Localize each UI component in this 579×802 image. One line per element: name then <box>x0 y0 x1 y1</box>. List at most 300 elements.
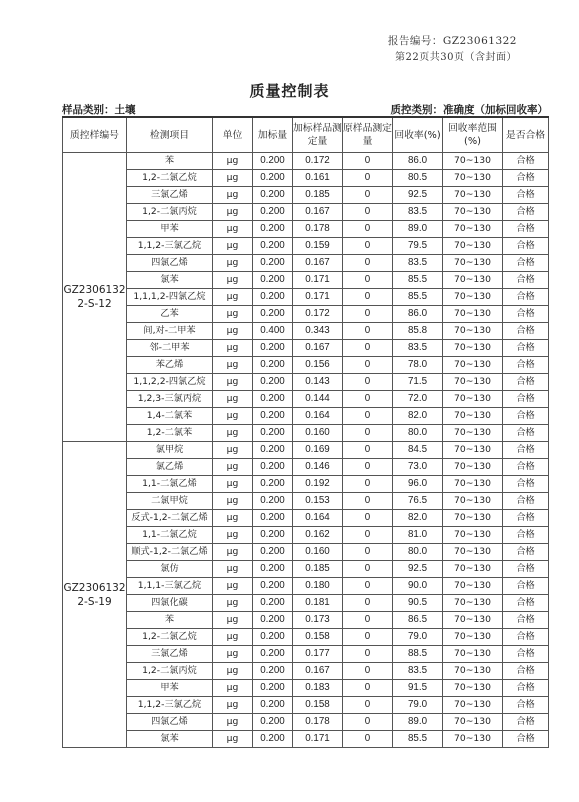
table-row <box>63 629 549 646</box>
recovery-cell: 89.0 <box>393 714 443 731</box>
recovery-cell: 90.0 <box>393 578 443 595</box>
pass-cell: 合格 <box>503 544 549 561</box>
pass-cell: 合格 <box>503 578 549 595</box>
original-result-cell: 0 <box>343 425 393 442</box>
test-item-cell: 三氯乙烯 <box>127 646 213 663</box>
test-item-cell: 顺式-1,2-二氯乙烯 <box>127 544 213 561</box>
recovery-range-cell: 70~130 <box>443 289 503 306</box>
recovery-cell: 88.5 <box>393 646 443 663</box>
spiked-result-cell: 0.156 <box>293 357 343 374</box>
original-result-cell: 0 <box>343 357 393 374</box>
original-result-cell: 0 <box>343 680 393 697</box>
recovery-range-cell: 70~130 <box>443 510 503 527</box>
pass-cell: 合格 <box>503 170 549 187</box>
spiked-result-cell: 0.158 <box>293 629 343 646</box>
table-row <box>63 153 549 170</box>
test-item-cell: 四氯乙烯 <box>127 255 213 272</box>
pass-cell: 合格 <box>503 221 549 238</box>
pass-cell: 合格 <box>503 374 549 391</box>
pass-cell: 合格 <box>503 459 549 476</box>
recovery-range-cell: 70~130 <box>443 663 503 680</box>
spiked-result-cell: 0.158 <box>293 697 343 714</box>
col-header-spiked-result: 加标样品测定量 <box>293 117 343 153</box>
table-row <box>63 391 549 408</box>
pass-cell: 合格 <box>503 714 549 731</box>
original-result-cell: 0 <box>343 459 393 476</box>
recovery-range-cell: 70~130 <box>443 595 503 612</box>
unit-cell: μg <box>213 153 253 170</box>
original-result-cell: 0 <box>343 187 393 204</box>
original-result-cell: 0 <box>343 221 393 238</box>
table-row <box>63 527 549 544</box>
spiked-result-cell: 0.167 <box>293 663 343 680</box>
spike-amount-cell: 0.400 <box>253 323 293 340</box>
test-item-cell: 三氯乙烯 <box>127 187 213 204</box>
recovery-range-cell: 70~130 <box>443 680 503 697</box>
spiked-result-cell: 0.181 <box>293 595 343 612</box>
recovery-cell: 78.0 <box>393 357 443 374</box>
recovery-cell: 83.5 <box>393 255 443 272</box>
unit-cell: μg <box>213 459 253 476</box>
recovery-range-cell: 70~130 <box>443 204 503 221</box>
spiked-result-cell: 0.167 <box>293 204 343 221</box>
unit-cell: μg <box>213 510 253 527</box>
unit-cell: μg <box>213 561 253 578</box>
table-row <box>63 697 549 714</box>
spike-amount-cell: 0.200 <box>253 204 293 221</box>
test-item-cell: 氯甲烷 <box>127 442 213 459</box>
unit-cell: μg <box>213 255 253 272</box>
spike-amount-cell: 0.200 <box>253 170 293 187</box>
test-item-cell: 1,2-二氯苯 <box>127 425 213 442</box>
recovery-cell: 86.5 <box>393 612 443 629</box>
recovery-range-cell: 70~130 <box>443 153 503 170</box>
table-row <box>63 272 549 289</box>
pass-cell: 合格 <box>503 629 549 646</box>
test-item-cell: 苯 <box>127 612 213 629</box>
original-result-cell: 0 <box>343 714 393 731</box>
pass-cell: 合格 <box>503 561 549 578</box>
unit-cell: μg <box>213 238 253 255</box>
table-row <box>63 459 549 476</box>
recovery-cell: 80.0 <box>393 425 443 442</box>
pass-cell: 合格 <box>503 663 549 680</box>
spike-amount-cell: 0.200 <box>253 391 293 408</box>
test-item-cell: 1,2-二氯丙烷 <box>127 204 213 221</box>
pass-cell: 合格 <box>503 323 549 340</box>
spike-amount-cell: 0.200 <box>253 544 293 561</box>
recovery-cell: 91.5 <box>393 680 443 697</box>
recovery-range-cell: 70~130 <box>443 629 503 646</box>
recovery-range-cell: 70~130 <box>443 255 503 272</box>
recovery-cell: 89.0 <box>393 221 443 238</box>
spike-amount-cell: 0.200 <box>253 629 293 646</box>
original-result-cell: 0 <box>343 323 393 340</box>
recovery-cell: 85.8 <box>393 323 443 340</box>
original-result-cell: 0 <box>343 731 393 748</box>
table-row <box>63 323 549 340</box>
spiked-result-cell: 0.164 <box>293 408 343 425</box>
recovery-cell: 90.5 <box>393 595 443 612</box>
unit-cell: μg <box>213 408 253 425</box>
spiked-result-cell: 0.167 <box>293 340 343 357</box>
recovery-cell: 79.0 <box>393 629 443 646</box>
spiked-result-cell: 0.172 <box>293 153 343 170</box>
report-number: 报告编号：GZ23061322 <box>387 35 517 47</box>
unit-cell: μg <box>213 272 253 289</box>
unit-cell: μg <box>213 374 253 391</box>
unit-cell: μg <box>213 391 253 408</box>
table-row <box>63 357 549 374</box>
original-result-cell: 0 <box>343 595 393 612</box>
table-row <box>63 646 549 663</box>
spike-amount-cell: 0.200 <box>253 493 293 510</box>
recovery-range-cell: 70~130 <box>443 187 503 204</box>
test-item-cell: 1,1,1-三氯乙烷 <box>127 578 213 595</box>
test-item-cell: 氯乙烯 <box>127 459 213 476</box>
recovery-range-cell: 70~130 <box>443 357 503 374</box>
recovery-cell: 92.5 <box>393 561 443 578</box>
recovery-range-cell: 70~130 <box>443 306 503 323</box>
unit-cell: μg <box>213 714 253 731</box>
spiked-result-cell: 0.185 <box>293 561 343 578</box>
spike-amount-cell: 0.200 <box>253 374 293 391</box>
spiked-result-cell: 0.143 <box>293 374 343 391</box>
test-item-cell: 乙苯 <box>127 306 213 323</box>
recovery-cell: 79.5 <box>393 238 443 255</box>
spike-amount-cell: 0.200 <box>253 221 293 238</box>
unit-cell: μg <box>213 357 253 374</box>
test-item-cell: 间,对-二甲苯 <box>127 323 213 340</box>
recovery-range-cell: 70~130 <box>443 646 503 663</box>
table-row <box>63 476 549 493</box>
recovery-cell: 73.0 <box>393 459 443 476</box>
recovery-cell: 86.0 <box>393 153 443 170</box>
pass-cell: 合格 <box>503 442 549 459</box>
recovery-range-cell: 70~130 <box>443 425 503 442</box>
original-result-cell: 0 <box>343 170 393 187</box>
recovery-cell: 76.5 <box>393 493 443 510</box>
recovery-cell: 72.0 <box>393 391 443 408</box>
test-item-cell: 氯苯 <box>127 731 213 748</box>
spike-amount-cell: 0.200 <box>253 459 293 476</box>
test-item-cell: 反式-1,2-二氯乙烯 <box>127 510 213 527</box>
col-header-qc-sample-id: 质控样编号 <box>63 117 127 153</box>
spike-amount-cell: 0.200 <box>253 561 293 578</box>
test-item-cell: 1,1-二氯乙烷 <box>127 527 213 544</box>
recovery-range-cell: 70~130 <box>443 544 503 561</box>
original-result-cell: 0 <box>343 629 393 646</box>
spike-amount-cell: 0.200 <box>253 663 293 680</box>
test-item-cell: 苯 <box>127 153 213 170</box>
recovery-range-cell: 70~130 <box>443 561 503 578</box>
spike-amount-cell: 0.200 <box>253 646 293 663</box>
unit-cell: μg <box>213 340 253 357</box>
pass-cell: 合格 <box>503 595 549 612</box>
col-header-original-result: 原样品测定量 <box>343 117 393 153</box>
original-result-cell: 0 <box>343 289 393 306</box>
recovery-cell: 80.0 <box>393 544 443 561</box>
table-row <box>63 221 549 238</box>
col-header-test-item: 检测项目 <box>127 117 213 153</box>
unit-cell: μg <box>213 663 253 680</box>
recovery-range-cell: 70~130 <box>443 323 503 340</box>
recovery-range-cell: 70~130 <box>443 493 503 510</box>
spike-amount-cell: 0.200 <box>253 612 293 629</box>
pass-cell: 合格 <box>503 255 549 272</box>
spike-amount-cell: 0.200 <box>253 289 293 306</box>
table-row <box>63 442 549 459</box>
spike-amount-cell: 0.200 <box>253 578 293 595</box>
quality-control-table <box>62 116 549 748</box>
test-item-cell: 1,1,1,2-四氯乙烷 <box>127 289 213 306</box>
table-row <box>63 595 549 612</box>
table-row <box>63 238 549 255</box>
original-result-cell: 0 <box>343 663 393 680</box>
test-item-cell: 苯乙烯 <box>127 357 213 374</box>
test-item-cell: 1,1-二氯乙烯 <box>127 476 213 493</box>
pass-cell: 合格 <box>503 391 549 408</box>
test-item-cell: 1,4-二氯苯 <box>127 408 213 425</box>
test-item-cell: 甲苯 <box>127 221 213 238</box>
page-info: 第22页共30页（含封面） <box>395 52 517 63</box>
pass-cell: 合格 <box>503 272 549 289</box>
spiked-result-cell: 0.183 <box>293 680 343 697</box>
table-meta <box>62 102 548 116</box>
recovery-cell: 96.0 <box>393 476 443 493</box>
table-row <box>63 578 549 595</box>
recovery-range-cell: 70~130 <box>443 612 503 629</box>
spiked-result-cell: 0.159 <box>293 238 343 255</box>
original-result-cell: 0 <box>343 204 393 221</box>
pass-cell: 合格 <box>503 646 549 663</box>
unit-cell: μg <box>213 187 253 204</box>
original-result-cell: 0 <box>343 561 393 578</box>
recovery-cell: 84.5 <box>393 442 443 459</box>
table-row <box>63 306 549 323</box>
spike-amount-cell: 0.200 <box>253 595 293 612</box>
spike-amount-cell: 0.200 <box>253 442 293 459</box>
original-result-cell: 0 <box>343 391 393 408</box>
unit-cell: μg <box>213 646 253 663</box>
recovery-range-cell: 70~130 <box>443 374 503 391</box>
col-header-recovery-range: 回收率范围(%) <box>443 117 503 153</box>
recovery-range-cell: 70~130 <box>443 170 503 187</box>
spiked-result-cell: 0.146 <box>293 459 343 476</box>
spiked-result-cell: 0.173 <box>293 612 343 629</box>
original-result-cell: 0 <box>343 272 393 289</box>
spiked-result-cell: 0.171 <box>293 289 343 306</box>
recovery-cell: 80.5 <box>393 170 443 187</box>
spiked-result-cell: 0.144 <box>293 391 343 408</box>
table-row <box>63 255 549 272</box>
original-result-cell: 0 <box>343 442 393 459</box>
pass-cell: 合格 <box>503 493 549 510</box>
spike-amount-cell: 0.200 <box>253 187 293 204</box>
spiked-result-cell: 0.167 <box>293 255 343 272</box>
unit-cell: μg <box>213 442 253 459</box>
spike-amount-cell: 0.200 <box>253 476 293 493</box>
table-row <box>63 374 549 391</box>
unit-cell: μg <box>213 306 253 323</box>
unit-cell: μg <box>213 595 253 612</box>
unit-cell: μg <box>213 221 253 238</box>
recovery-range-cell: 70~130 <box>443 221 503 238</box>
recovery-range-cell: 70~130 <box>443 697 503 714</box>
table-row <box>63 340 549 357</box>
spiked-result-cell: 0.153 <box>293 493 343 510</box>
original-result-cell: 0 <box>343 238 393 255</box>
original-result-cell: 0 <box>343 646 393 663</box>
unit-cell: μg <box>213 170 253 187</box>
test-item-cell: 四氯乙烯 <box>127 714 213 731</box>
test-item-cell: 1,2-二氯乙烷 <box>127 629 213 646</box>
unit-cell: μg <box>213 323 253 340</box>
pass-cell: 合格 <box>503 697 549 714</box>
original-result-cell: 0 <box>343 255 393 272</box>
table-row <box>63 680 549 697</box>
recovery-cell: 85.5 <box>393 272 443 289</box>
pass-cell: 合格 <box>503 680 549 697</box>
original-result-cell: 0 <box>343 578 393 595</box>
test-item-cell: 甲苯 <box>127 680 213 697</box>
spike-amount-cell: 0.200 <box>253 340 293 357</box>
pass-cell: 合格 <box>503 357 549 374</box>
table-row <box>63 612 549 629</box>
recovery-range-cell: 70~130 <box>443 238 503 255</box>
test-item-cell: 氯仿 <box>127 561 213 578</box>
test-item-cell: 邻-二甲苯 <box>127 340 213 357</box>
recovery-range-cell: 70~130 <box>443 578 503 595</box>
table-row <box>63 425 549 442</box>
test-item-cell: 1,1,2-三氯乙烷 <box>127 697 213 714</box>
qc-sample-id: GZ2306132 2-S-12 <box>63 153 127 442</box>
recovery-cell: 85.5 <box>393 289 443 306</box>
original-result-cell: 0 <box>343 612 393 629</box>
original-result-cell: 0 <box>343 476 393 493</box>
test-item-cell: 1,2,3-三氯丙烷 <box>127 391 213 408</box>
table-row <box>63 187 549 204</box>
spike-amount-cell: 0.200 <box>253 714 293 731</box>
original-result-cell: 0 <box>343 374 393 391</box>
pass-cell: 合格 <box>503 510 549 527</box>
col-header-pass: 是否合格 <box>503 117 549 153</box>
spike-amount-cell: 0.200 <box>253 272 293 289</box>
table-row <box>63 510 549 527</box>
col-header-spike-amount: 加标量 <box>253 117 293 153</box>
pass-cell: 合格 <box>503 289 549 306</box>
spike-amount-cell: 0.200 <box>253 306 293 323</box>
recovery-range-cell: 70~130 <box>443 340 503 357</box>
test-item-cell: 1,2-二氯丙烷 <box>127 663 213 680</box>
recovery-cell: 82.0 <box>393 510 443 527</box>
recovery-range-cell: 70~130 <box>443 408 503 425</box>
spike-amount-cell: 0.200 <box>253 527 293 544</box>
spiked-result-cell: 0.171 <box>293 731 343 748</box>
pass-cell: 合格 <box>503 612 549 629</box>
recovery-cell: 85.5 <box>393 731 443 748</box>
spiked-result-cell: 0.164 <box>293 510 343 527</box>
spiked-result-cell: 0.180 <box>293 578 343 595</box>
unit-cell: μg <box>213 527 253 544</box>
table-row <box>63 408 549 425</box>
table-row <box>63 289 549 306</box>
spiked-result-cell: 0.160 <box>293 544 343 561</box>
table-body <box>63 153 549 748</box>
spiked-result-cell: 0.161 <box>293 170 343 187</box>
table-row <box>63 493 549 510</box>
pass-cell: 合格 <box>503 425 549 442</box>
unit-cell: μg <box>213 493 253 510</box>
pass-cell: 合格 <box>503 408 549 425</box>
table-row <box>63 204 549 221</box>
spike-amount-cell: 0.200 <box>253 255 293 272</box>
unit-cell: μg <box>213 476 253 493</box>
recovery-cell: 86.0 <box>393 306 443 323</box>
recovery-range-cell: 70~130 <box>443 459 503 476</box>
pass-cell: 合格 <box>503 731 549 748</box>
original-result-cell: 0 <box>343 697 393 714</box>
recovery-cell: 83.5 <box>393 204 443 221</box>
spike-amount-cell: 0.200 <box>253 408 293 425</box>
pass-cell: 合格 <box>503 238 549 255</box>
unit-cell: μg <box>213 697 253 714</box>
spiked-result-cell: 0.169 <box>293 442 343 459</box>
original-result-cell: 0 <box>343 510 393 527</box>
col-header-unit: 单位 <box>213 117 253 153</box>
pass-cell: 合格 <box>503 306 549 323</box>
spiked-result-cell: 0.162 <box>293 527 343 544</box>
pass-cell: 合格 <box>503 476 549 493</box>
spike-amount-cell: 0.200 <box>253 425 293 442</box>
recovery-cell: 83.5 <box>393 340 443 357</box>
test-item-cell: 1,2-二氯乙烷 <box>127 170 213 187</box>
unit-cell: μg <box>213 289 253 306</box>
qc-type-label: 质控类别：准确度（加标回收率） <box>390 104 548 116</box>
pass-cell: 合格 <box>503 187 549 204</box>
table-row <box>63 731 549 748</box>
table-row <box>63 561 549 578</box>
spike-amount-cell: 0.200 <box>253 731 293 748</box>
original-result-cell: 0 <box>343 408 393 425</box>
spiked-result-cell: 0.172 <box>293 306 343 323</box>
test-item-cell: 四氯化碳 <box>127 595 213 612</box>
original-result-cell: 0 <box>343 544 393 561</box>
original-result-cell: 0 <box>343 527 393 544</box>
unit-cell: μg <box>213 578 253 595</box>
table-row <box>63 663 549 680</box>
spiked-result-cell: 0.160 <box>293 425 343 442</box>
unit-cell: μg <box>213 544 253 561</box>
original-result-cell: 0 <box>343 153 393 170</box>
original-result-cell: 0 <box>343 340 393 357</box>
table-row <box>63 544 549 561</box>
recovery-cell: 71.5 <box>393 374 443 391</box>
sample-type-label: 样品类别：土壤 <box>62 104 136 116</box>
test-item-cell: 氯苯 <box>127 272 213 289</box>
spike-amount-cell: 0.200 <box>253 680 293 697</box>
pass-cell: 合格 <box>503 340 549 357</box>
recovery-cell: 83.5 <box>393 663 443 680</box>
unit-cell: μg <box>213 731 253 748</box>
recovery-range-cell: 70~130 <box>443 527 503 544</box>
table-row <box>63 714 549 731</box>
unit-cell: μg <box>213 204 253 221</box>
spike-amount-cell: 0.200 <box>253 153 293 170</box>
recovery-range-cell: 70~130 <box>443 391 503 408</box>
spike-amount-cell: 0.200 <box>253 697 293 714</box>
qc-sample-id: GZ2306132 2-S-19 <box>63 442 127 748</box>
